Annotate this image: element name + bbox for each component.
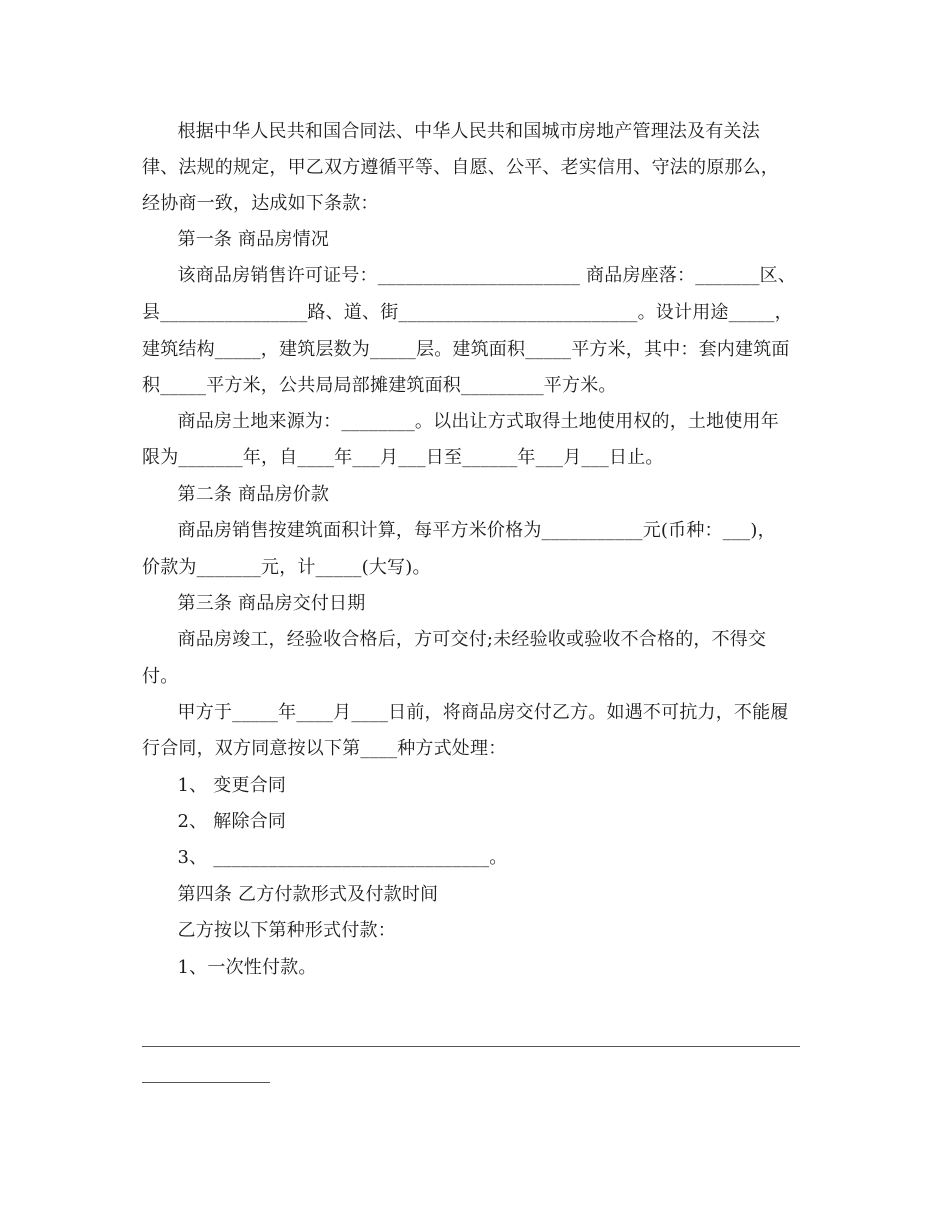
text-line: 商品房竣工，经验收合格后，方可交付;未经验收或验收不合格的，不得交 bbox=[142, 629, 767, 650]
list-item: 2、 解除合同 bbox=[142, 811, 287, 832]
blank-fill-line bbox=[142, 1082, 270, 1083]
text-line: 县________________路、道、街__________________________。设计用途_____， bbox=[142, 302, 793, 323]
list-item: 3、 ______________________________。 bbox=[142, 847, 508, 868]
text-line: 行合同，双方同意按以下第____种方式处理： bbox=[142, 738, 507, 759]
text-line: 建筑结构_____，建筑层数为_____层。建筑面积_____平方米，其中：套内建筑面 bbox=[142, 339, 790, 360]
text-line: 该商品房销售许可证号：______________________ 商品房座落：_______区、 bbox=[142, 265, 797, 286]
text-line: 商品房土地来源为：________。以出让方式取得土地使用权的，土地使用年 bbox=[142, 411, 779, 432]
text-line: 积_____平方米，公共局局部摊建筑面积_________平方米。 bbox=[142, 375, 617, 396]
text-line: 商品房销售按建筑面积计算，每平方米价格为___________元(币种：___)， bbox=[142, 520, 776, 541]
blank-fill-line bbox=[142, 1046, 800, 1047]
text-line: 价款为_______元，计_____(大写)。 bbox=[142, 557, 431, 578]
text-line: 付。 bbox=[142, 666, 179, 687]
section-heading: 第四条 乙方付款形式及付款时间 bbox=[142, 884, 439, 905]
text-line: 根据中华人民共和国合同法、中华人民共和国城市房地产管理法及有关法 bbox=[142, 121, 760, 142]
text-line: 甲方于_____年____月____日前，将商品房交付乙方。如遇不可抗力，不能履 bbox=[142, 702, 789, 723]
section-heading: 第二条 商品房价款 bbox=[142, 484, 330, 505]
list-item: 1、一次性付款。 bbox=[142, 957, 317, 978]
section-heading: 第一条 商品房情况 bbox=[142, 229, 330, 250]
list-item: 1、 变更合同 bbox=[142, 775, 287, 796]
text-line: 律、法规的规定，甲乙双方遵循平等、自愿、公平、老实信用、守法的原那么， bbox=[142, 157, 779, 178]
section-heading: 第三条 商品房交付日期 bbox=[142, 593, 366, 614]
text-line: 经协商一致，达成如下条款： bbox=[142, 193, 379, 214]
text-line: 乙方按以下第种形式付款： bbox=[142, 920, 396, 941]
text-line: 限为_______年，自____年___月___日至______年___月___日止。 bbox=[142, 447, 664, 468]
